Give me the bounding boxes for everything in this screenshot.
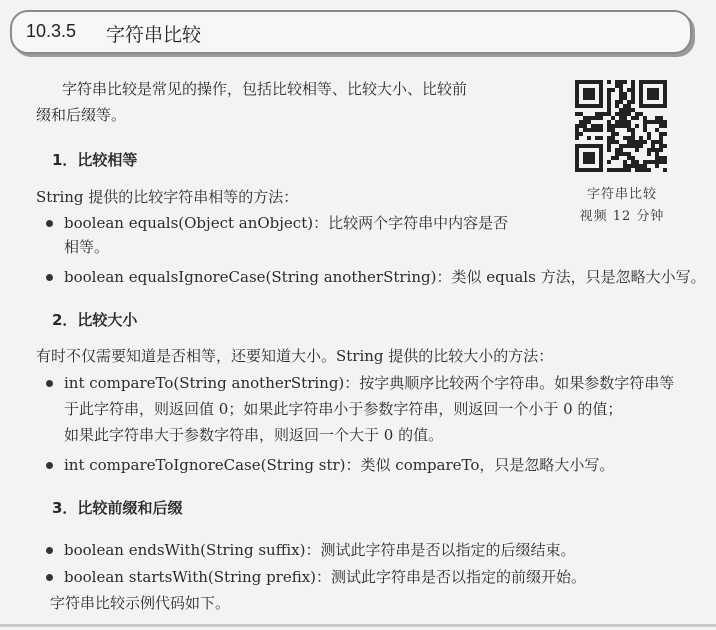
sub2-bullet1-line2: 于此字符串，则返回值 0；如果此字符串小于参数字符串，则返回一个小于 0 的值； (64, 400, 623, 418)
bullet-dot (46, 547, 53, 554)
sub2-bullet2: int compareToIgnoreCase(String str)：类似 compareTo，只是忽略大小写。 (64, 456, 615, 474)
bullet-dot (46, 462, 53, 469)
bullet-dot (46, 274, 53, 281)
sub2-bullet1-line3: 如果此字符串大于参数字符串，则返回一个大于 0 的值。 (64, 426, 444, 444)
section-number: 10.3.5 (26, 21, 77, 41)
section-title: 字符串比较 (106, 24, 202, 46)
qr-caption-title: 字符串比较 (586, 187, 657, 202)
subheading-prefix-suffix: 3．比较前缀和后缀 (52, 499, 183, 517)
sub1-bullet1-line1: boolean equals(Object anObject)：比较两个字符串中内容是否 (64, 214, 509, 232)
sub2-bullet1-line1: int compareTo(String anotherString)：按字典顺序比较两个字符串。如果参数字符串等 (64, 374, 675, 392)
sub2-lead: 有时不仅需要知道是否相等，还要知道大小。String 提供的比较大小的方法： (36, 347, 554, 365)
sub1-lead: String 提供的比较字符串相等的方法： (36, 188, 299, 206)
subheading-compare-equal: 1．比较相等 (52, 151, 138, 169)
sub1-bullet1-line2: 相等。 (64, 238, 110, 256)
sub3-bullet1: boolean endsWith(String suffix)：测试此字符串是否以指定的后缀结束。 (64, 541, 576, 559)
page-bottom-rule (0, 624, 716, 627)
qr-caption-duration: 视频 12 分钟 (579, 209, 665, 224)
closing-line: 字符串比较示例代码如下。 (50, 594, 231, 612)
intro-line-2: 缀和后缀等。 (36, 106, 127, 124)
bullet-dot (46, 380, 53, 387)
bullet-dot (46, 574, 53, 581)
sub3-bullet2: boolean startsWith(String prefix)：测试此字符串是否以指定的前缀开始。 (64, 568, 587, 586)
qr-code-icon (575, 80, 667, 172)
subheading-compare-size: 2．比较大小 (52, 311, 138, 329)
bullet-dot (46, 220, 53, 227)
intro-line-1: 字符串比较是常见的操作，包括比较相等、比较大小、比较前 (62, 80, 468, 98)
sub1-bullet2: boolean equalsIgnoreCase(String anotherString)：类似 equals 方法，只是忽略大小写。 (64, 268, 706, 286)
